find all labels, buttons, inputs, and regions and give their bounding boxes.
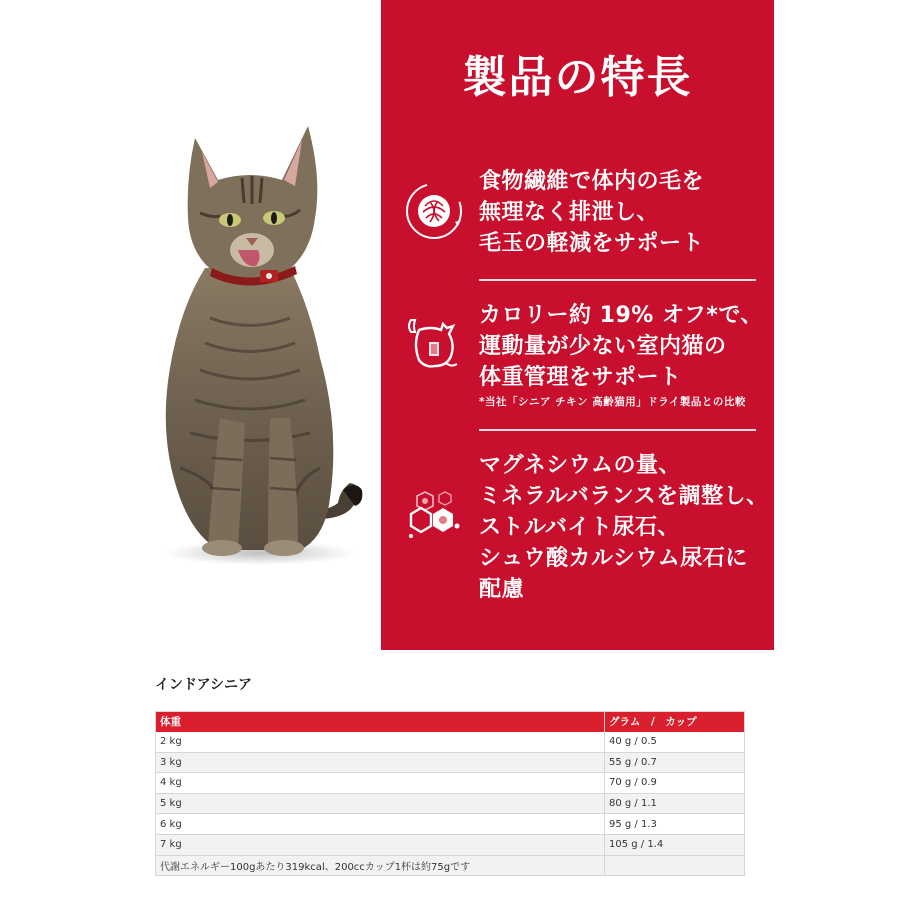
table-row — [156, 732, 745, 753]
cell-weight: 3 kg — [156, 752, 605, 773]
table-footnote-row — [156, 855, 745, 876]
feature-text-hairball: 食物繊維で体内の毛を 無理なく排泄し、 毛玉の軽減をサポート — [479, 169, 705, 256]
table-row — [156, 834, 745, 855]
feature-text-mineral: マグネシウムの量、 ミネラルバランスを調整し、 ストルバイト尿石、 シュウ酸カルシウム尿石に 配慮 — [479, 453, 769, 602]
cat-weight-icon — [405, 314, 463, 372]
cell-weight: 5 kg — [156, 793, 605, 814]
table-row — [156, 773, 745, 794]
column-header-weight: 体重 — [156, 712, 605, 732]
feature-text-calorie: カロリー約 19% オフ*で、 運動量が少ない室内猫の 体重管理をサポート *当社「シニア チキン 高齢猫用」ドライ製品との比較 — [479, 303, 763, 408]
table-row — [156, 752, 745, 773]
cell-weight: 4 kg — [156, 773, 605, 794]
cell-amount: 95 g / 1.3 — [605, 814, 745, 835]
cat-photo — [150, 118, 375, 573]
mineral-molecule-icon — [405, 486, 463, 544]
column-header-amount: グラム / カップ — [605, 712, 745, 732]
divider — [479, 279, 756, 281]
feature-footnote: *当社「シニア チキン 高齢猫用」ドライ製品との比較 — [479, 396, 746, 408]
table-row — [156, 814, 745, 835]
feeding-table — [155, 711, 745, 876]
cell-amount: 70 g / 0.9 — [605, 773, 745, 794]
divider — [479, 429, 756, 431]
panel-title: 製品の特長 — [462, 52, 693, 103]
cell-empty — [605, 855, 745, 876]
table-row — [156, 793, 745, 814]
cell-weight: 7 kg — [156, 834, 605, 855]
feature-panel — [381, 0, 774, 650]
cell-amount: 40 g / 0.5 — [605, 732, 745, 753]
hairball-icon — [405, 182, 463, 240]
cell-weight: 2 kg — [156, 732, 605, 753]
product-name: インドアシニア — [155, 677, 253, 693]
cell-amount: 55 g / 0.7 — [605, 752, 745, 773]
cell-weight: 6 kg — [156, 814, 605, 835]
table-header-row — [156, 712, 745, 732]
table-footnote: 代謝エネルギー100gあたり319kcal、200ccカップ1杯は約75gです — [156, 855, 605, 876]
cell-amount: 80 g / 1.1 — [605, 793, 745, 814]
cell-amount: 105 g / 1.4 — [605, 834, 745, 855]
